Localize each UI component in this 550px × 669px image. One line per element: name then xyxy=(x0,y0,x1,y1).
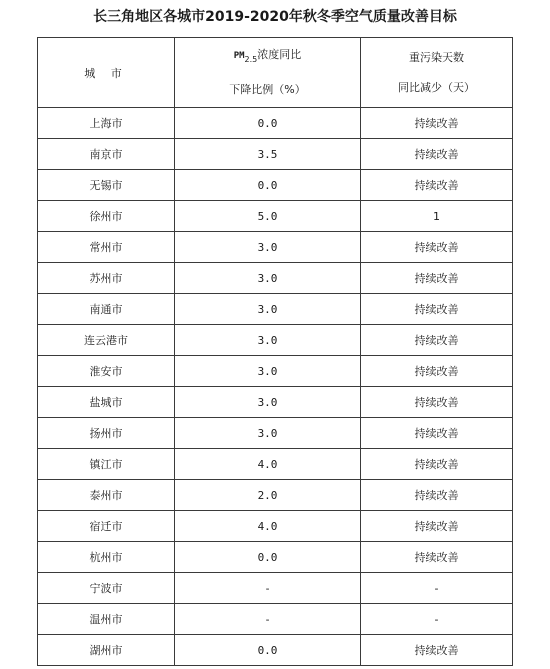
pm25-cell: 4.0 xyxy=(175,511,361,542)
city-cell: 温州市 xyxy=(38,604,175,635)
pollution-days-cell: 持续改善 xyxy=(361,356,513,387)
pm25-cell: 3.0 xyxy=(175,387,361,418)
table-row xyxy=(38,108,513,139)
pollution-days-cell: 持续改善 xyxy=(361,511,513,542)
pm-subscript: 2.5 xyxy=(244,55,258,64)
city-cell: 苏州市 xyxy=(38,263,175,294)
pollution-days-cell: 持续改善 xyxy=(361,480,513,511)
pm25-header-line1 xyxy=(175,40,360,75)
pm25-cell: 3.0 xyxy=(175,232,361,263)
pollution-days-cell: 1 xyxy=(361,201,513,232)
table-row xyxy=(38,387,513,418)
pollution-header-line1: 重污染天数 xyxy=(409,50,464,64)
pollution-days-cell: 持续改善 xyxy=(361,108,513,139)
pm25-cell: 3.0 xyxy=(175,356,361,387)
city-cell: 宁波市 xyxy=(38,573,175,604)
pm25-cell: 3.0 xyxy=(175,263,361,294)
pollution-days-cell: 持续改善 xyxy=(361,263,513,294)
table-row xyxy=(38,139,513,170)
pm25-cell: 3.0 xyxy=(175,294,361,325)
city-cell: 杭州市 xyxy=(38,542,175,573)
pollution-days-cell: - xyxy=(361,604,513,635)
table-row xyxy=(38,201,513,232)
column-header-city: 城 市 xyxy=(38,38,175,108)
city-cell: 扬州市 xyxy=(38,418,175,449)
pm25-cell: 0.0 xyxy=(175,635,361,666)
pm25-cell: - xyxy=(175,604,361,635)
table-row xyxy=(38,170,513,201)
air-quality-targets-table xyxy=(37,37,513,666)
table-row xyxy=(38,356,513,387)
pollution-days-cell: 持续改善 xyxy=(361,449,513,480)
pm25-cell: 3.0 xyxy=(175,418,361,449)
table-row xyxy=(38,573,513,604)
table-body xyxy=(38,108,513,666)
pm25-cell: 3.5 xyxy=(175,139,361,170)
city-cell: 南京市 xyxy=(38,139,175,170)
pm25-cell: 3.0 xyxy=(175,325,361,356)
pm25-cell: - xyxy=(175,573,361,604)
pm-label: PM xyxy=(233,51,245,61)
city-cell: 徐州市 xyxy=(38,201,175,232)
pm25-cell: 2.0 xyxy=(175,480,361,511)
table-row xyxy=(38,604,513,635)
column-header-pm25 xyxy=(175,38,361,108)
city-cell: 连云港市 xyxy=(38,325,175,356)
city-cell: 常州市 xyxy=(38,232,175,263)
pm25-cell: 4.0 xyxy=(175,449,361,480)
pm25-header-line2: 下降比例（%） xyxy=(229,83,306,96)
pm25-cell: 0.0 xyxy=(175,108,361,139)
pollution-days-cell: 持续改善 xyxy=(361,294,513,325)
city-cell: 上海市 xyxy=(38,108,175,139)
pollution-days-cell: 持续改善 xyxy=(361,542,513,573)
pollution-days-cell: 持续改善 xyxy=(361,387,513,418)
pollution-days-cell: 持续改善 xyxy=(361,418,513,449)
table-row xyxy=(38,263,513,294)
pm25-cell: 0.0 xyxy=(175,170,361,201)
table-row xyxy=(38,232,513,263)
table-row xyxy=(38,635,513,666)
pollution-days-cell: - xyxy=(361,573,513,604)
city-cell: 无锡市 xyxy=(38,170,175,201)
table-row xyxy=(38,418,513,449)
pm25-header-rest: 浓度同比 xyxy=(257,48,302,61)
pollution-header-line2: 同比减少（天） xyxy=(398,80,475,94)
city-cell: 淮安市 xyxy=(38,356,175,387)
city-cell: 泰州市 xyxy=(38,480,175,511)
pm25-cell: 0.0 xyxy=(175,542,361,573)
pollution-days-cell: 持续改善 xyxy=(361,325,513,356)
table-row xyxy=(38,325,513,356)
city-cell: 盐城市 xyxy=(38,387,175,418)
column-header-pollution-days xyxy=(361,38,513,108)
table-row xyxy=(38,294,513,325)
table-row xyxy=(38,511,513,542)
table-row xyxy=(38,542,513,573)
table-header-row xyxy=(38,38,513,108)
city-cell: 湖州市 xyxy=(38,635,175,666)
pollution-days-cell: 持续改善 xyxy=(361,170,513,201)
city-cell: 镇江市 xyxy=(38,449,175,480)
pollution-days-cell: 持续改善 xyxy=(361,232,513,263)
document-title: 长三角地区各城市2019-2020年秋冬季空气质量改善目标 xyxy=(93,9,457,25)
city-cell: 南通市 xyxy=(38,294,175,325)
pollution-days-cell: 持续改善 xyxy=(361,139,513,170)
table-row xyxy=(38,480,513,511)
table-row xyxy=(38,449,513,480)
pollution-days-cell: 持续改善 xyxy=(361,635,513,666)
pm25-cell: 5.0 xyxy=(175,201,361,232)
city-cell: 宿迁市 xyxy=(38,511,175,542)
